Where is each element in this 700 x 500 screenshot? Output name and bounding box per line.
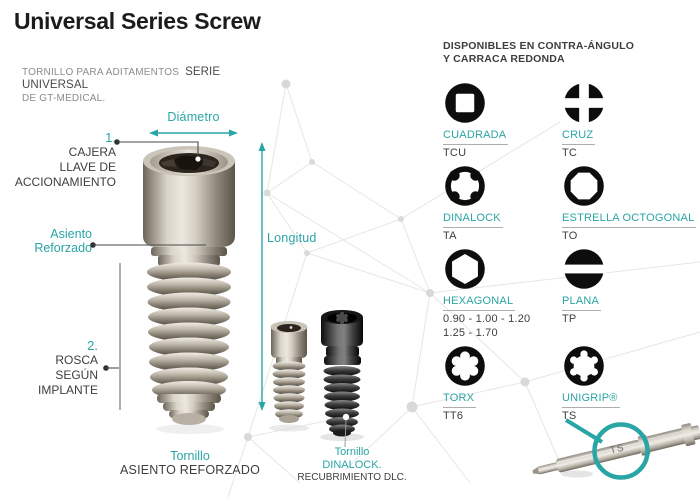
torx-drive-icon bbox=[443, 344, 487, 388]
drive-option-unigrip bbox=[562, 344, 699, 422]
square-drive-icon bbox=[443, 81, 487, 125]
subtitle-muted: TORNILLO PARA ADITAMENTOS bbox=[22, 67, 180, 78]
callout-thread bbox=[0, 338, 98, 398]
drive-label: HEXAGONAL bbox=[443, 294, 515, 311]
octagonal-star-drive-icon bbox=[562, 164, 606, 208]
drive-option-cruz bbox=[562, 81, 699, 159]
drive-code: TO bbox=[562, 230, 578, 242]
page-title: Universal Series Screw bbox=[14, 8, 261, 34]
callout-line: ACCIONAMIENTO bbox=[14, 175, 116, 189]
drive-option-dinalock bbox=[443, 164, 562, 242]
callout-number: 1. bbox=[105, 130, 116, 145]
drive-code: TA bbox=[443, 230, 457, 242]
silver-screw-illustration bbox=[269, 321, 309, 432]
dlc-screw-caption bbox=[294, 446, 410, 485]
drive-options-panel bbox=[443, 40, 699, 427]
drive-label: TORX bbox=[443, 391, 476, 408]
drive-label: UNIGRIP® bbox=[562, 391, 620, 408]
callout-reinforced-seat bbox=[0, 227, 92, 255]
drive-label: DINALOCK bbox=[443, 211, 503, 228]
subtitle-line2: DE GT-MEDICAL. bbox=[22, 93, 106, 104]
drive-code: TS bbox=[562, 410, 577, 422]
tool-marking-text: TS bbox=[608, 442, 626, 457]
drive-code-2: 1.25 - 1.70 bbox=[443, 327, 498, 339]
caption-line: RECUBRIMIENTO DLC. bbox=[297, 472, 407, 483]
dlc-screw-illustration bbox=[320, 310, 364, 447]
callout-line: IMPLANTE bbox=[37, 383, 98, 397]
unigrip-drive-icon bbox=[562, 344, 606, 388]
drive-code: TP bbox=[562, 313, 577, 325]
drive-options-grid bbox=[443, 81, 699, 427]
drive-option-estrella-octogonal bbox=[562, 164, 699, 242]
drive-code: TT6 bbox=[443, 410, 464, 422]
length-arrow bbox=[259, 142, 266, 411]
main-screw-caption bbox=[115, 449, 265, 477]
drive-code: TCU bbox=[443, 147, 467, 159]
drive-option-cuadrada bbox=[443, 81, 562, 159]
drive-option-hexagonal bbox=[443, 247, 562, 339]
hexagonal-drive-icon bbox=[443, 247, 487, 291]
callout-line: SEGÚN bbox=[55, 368, 98, 382]
page-subtitle bbox=[22, 66, 282, 105]
drive-option-torx bbox=[443, 344, 562, 422]
callout-line: CAJERA bbox=[68, 145, 116, 159]
cross-drive-icon bbox=[562, 81, 606, 125]
caption-line: Tornillo bbox=[170, 449, 210, 463]
drive-label: CRUZ bbox=[562, 128, 595, 145]
panel-header-line1: DISPONIBLES EN CONTRA-ÁNGULO bbox=[443, 40, 635, 52]
drive-code: 0.90 - 1.00 - 1.20 bbox=[443, 313, 531, 325]
subtitle-strong: SERIE UNIVERSAL bbox=[22, 66, 221, 91]
slotted-drive-icon bbox=[562, 247, 606, 291]
callout-drive-socket bbox=[0, 130, 116, 190]
drive-label: CUADRADA bbox=[443, 128, 508, 145]
drive-option-plana bbox=[562, 247, 699, 339]
callout-line: ROSCA bbox=[55, 353, 98, 367]
drive-code: TC bbox=[562, 147, 578, 159]
callout-line: Reforzado bbox=[34, 241, 92, 255]
diameter-arrow bbox=[149, 130, 238, 137]
diameter-label: Diámetro bbox=[167, 110, 220, 124]
caption-line: DINALOCK. bbox=[322, 458, 382, 471]
callout-line: Asiento bbox=[50, 227, 92, 241]
drive-label: ESTRELLA OCTOGONAL bbox=[562, 211, 696, 228]
main-screw-illustration bbox=[143, 146, 235, 434]
drive-label: PLANA bbox=[562, 294, 601, 311]
caption-line: Tornillo bbox=[334, 446, 370, 458]
caption-line: ASIENTO REFORZADO bbox=[120, 463, 260, 477]
length-label: Longitud bbox=[267, 231, 317, 245]
dinalock-drive-icon bbox=[443, 164, 487, 208]
panel-header-line2: Y CARRACA REDONDA bbox=[443, 53, 565, 65]
callout-line: LLAVE DE bbox=[59, 160, 116, 174]
callout-number: 2. bbox=[87, 338, 98, 353]
dlc-callout-dot bbox=[343, 414, 349, 420]
